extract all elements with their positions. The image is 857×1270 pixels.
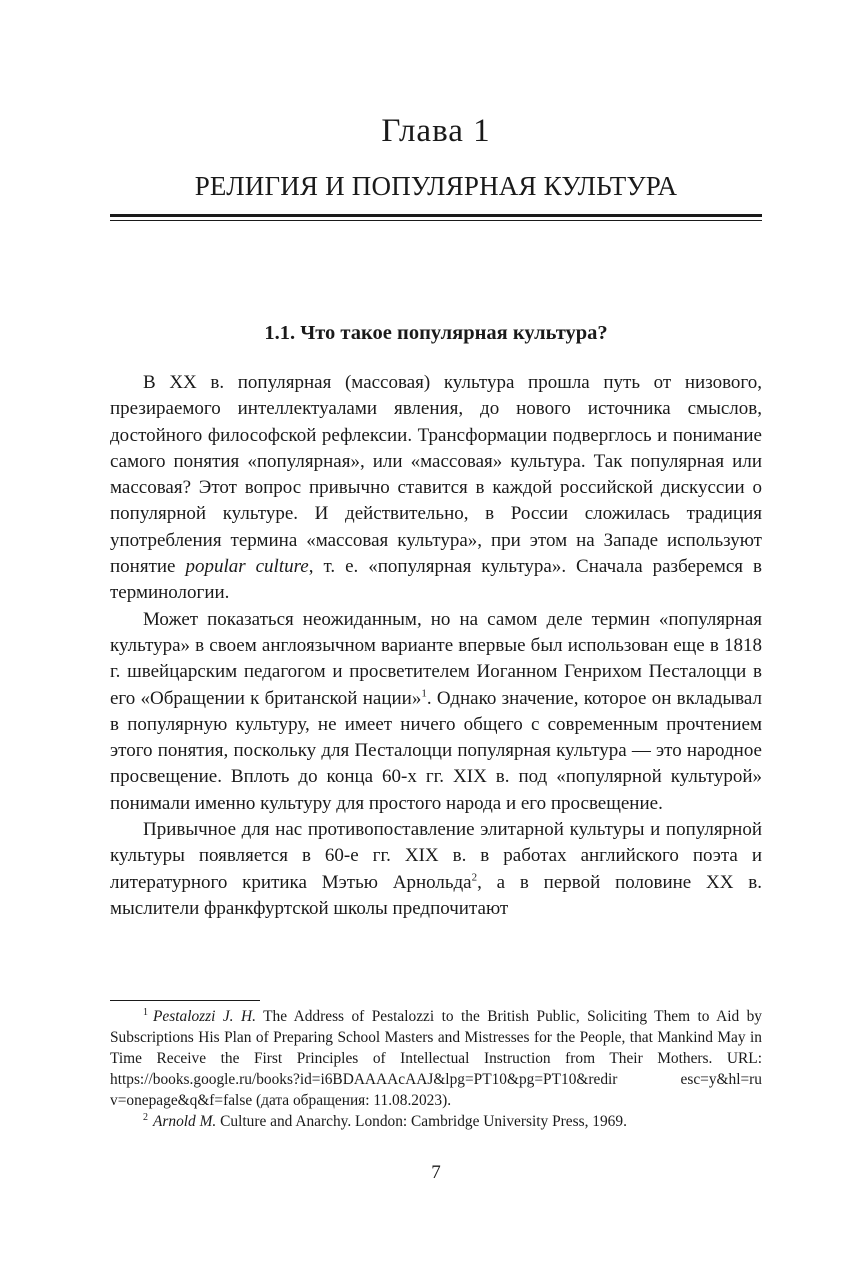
- paragraph-text: Может показаться неожиданным, но на самом деле термин «популярная культура» в своем англоязычном варианте впервые был использован еще в 1818 г. швейцарским педагогом и просветителем Иоганном Генрихом Песталоцци в его «Обращении к британской нации»: [110, 608, 762, 709]
- paragraph: [110, 817, 762, 922]
- footnote-author: Pestalozzi J. H.: [153, 1008, 256, 1025]
- chapter-title: РЕЛИГИЯ И ПОПУЛЯРНАЯ КУЛЬТУРА: [194, 171, 678, 201]
- section-heading: 1.1. Что такое популярная культура?: [264, 322, 608, 344]
- footnote-text: Culture and Anarchy. London: Cambridge University Press, 1969.: [216, 1113, 627, 1130]
- footnote-reference[interactable]: 2: [471, 871, 478, 884]
- page-number: 7: [431, 1162, 441, 1183]
- footnote-separator: [110, 1000, 260, 1001]
- footnotes: [110, 1006, 762, 1132]
- book-page: [110, 0, 762, 1270]
- footnote-text: The Address of Pestalozzi to the British Public, Soliciting Them to Aid by Subscriptions His Plan of Preparing School Masters and Mistresses for the People, that Mankind May in Time Receive the First Principles of Intellectual Instruction from Their Mothers. URL: https://books.google.ru/books?id=i6BDAAAAcAAJ&lpg=PT10&pg=PT10&redir esc=y&hl=ru v=onepage&q&f=false (дата обращения: 11.08.2023).: [110, 1008, 762, 1109]
- chapter-rule-thick: [110, 214, 762, 217]
- footnote-number: 1: [143, 1006, 148, 1018]
- paragraph-text: , т. е. «популярная культура». Сначала разберемся в терминологии.: [110, 556, 762, 604]
- chapter-number: Глава 1: [381, 113, 491, 149]
- paragraph-italic-term: popular culture: [185, 556, 309, 578]
- chapter-rule-thin: [110, 220, 762, 221]
- footnote: [110, 1006, 762, 1111]
- paragraph-text: В XX в. популярная (массовая) культура прошла путь от низового, презираемого интеллектуалами явления, до нового источника смыслов, достойного философской рефлексии. Трансформации подверглось и понимание самого понятия «популярная», или «массовая» культура. Так популярная или массовая? Этот вопрос привычно ставится в каждой российской дискуссии о популярной культуре. И действительно, в России сложилась традиция употребления термина «массовая культура», при этом на Западе используют понятие: [110, 372, 762, 578]
- paragraph: [110, 607, 762, 817]
- footnote-author: Arnold M.: [153, 1113, 217, 1130]
- footnote-number: 2: [143, 1111, 148, 1123]
- footnote: [110, 1111, 762, 1132]
- paragraph: [110, 370, 762, 607]
- paragraph-text: , а в первой половине XX в. мыслители франкфуртской школы предпочитают: [110, 871, 762, 919]
- paragraph-text: Привычное для нас противопоставление элитарной культуры и популярной культуры появляется в 60-е гг. XIX в. в работах английского поэта и литературного критика Мэтью Арнольда: [110, 819, 762, 893]
- footnote-reference[interactable]: 1: [421, 687, 427, 700]
- paragraph-text: . Однако значение, которое он вкладывал в популярную культуру, не имеет ничего общего с современным прочтением этого понятия, поскольку для Песталоцци популярная культура — это народное просвещение. Вплоть до конца 60-х гг. XIX в. под «популярной культурой» понимали именно культуру для простого народа и его просвещение.: [110, 687, 762, 814]
- body-text: [110, 370, 762, 922]
